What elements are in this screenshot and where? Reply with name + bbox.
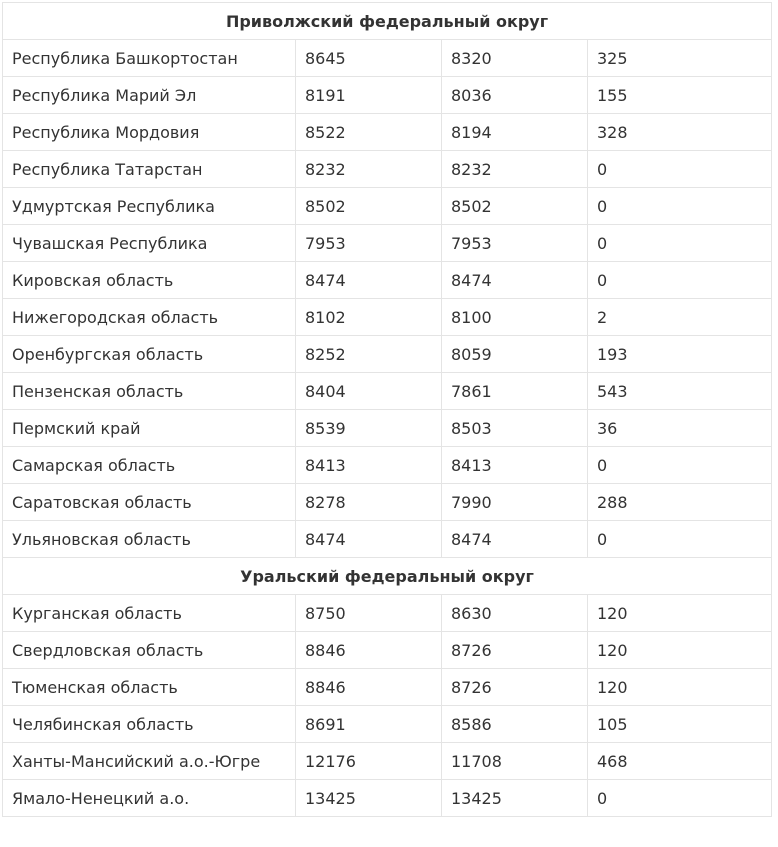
- table-row: [3, 225, 772, 262]
- table-row: [3, 743, 772, 780]
- table-row: [3, 262, 772, 299]
- difference-cell: 468: [588, 743, 772, 780]
- difference-cell: 36: [588, 410, 772, 447]
- value-cell-2: 7953: [442, 225, 588, 262]
- region-name-cell: Республика Башкортостан: [3, 40, 296, 77]
- region-name-cell: Свердловская область: [3, 632, 296, 669]
- difference-cell: 0: [588, 447, 772, 484]
- region-name-cell: Самарская область: [3, 447, 296, 484]
- region-name-cell: Челябинская область: [3, 706, 296, 743]
- table-row: [3, 40, 772, 77]
- table-row: [3, 373, 772, 410]
- difference-cell: 120: [588, 632, 772, 669]
- difference-cell: 288: [588, 484, 772, 521]
- value-cell-1: 8191: [296, 77, 442, 114]
- value-cell-2: 8100: [442, 299, 588, 336]
- value-cell-1: 8645: [296, 40, 442, 77]
- difference-cell: 0: [588, 262, 772, 299]
- value-cell-1: 8232: [296, 151, 442, 188]
- region-name-cell: Нижегородская область: [3, 299, 296, 336]
- value-cell-1: 8413: [296, 447, 442, 484]
- section-title: Приволжский федеральный округ: [3, 3, 772, 40]
- data-table-container: [2, 2, 773, 817]
- difference-cell: 0: [588, 521, 772, 558]
- value-cell-2: 8474: [442, 521, 588, 558]
- region-name-cell: Ханты-Мансийский а.о.-Югре: [3, 743, 296, 780]
- table-row: [3, 188, 772, 225]
- difference-cell: 325: [588, 40, 772, 77]
- value-cell-1: 8691: [296, 706, 442, 743]
- value-cell-2: 7990: [442, 484, 588, 521]
- difference-cell: 328: [588, 114, 772, 151]
- value-cell-1: 8846: [296, 632, 442, 669]
- table-row: [3, 632, 772, 669]
- difference-cell: 120: [588, 669, 772, 706]
- value-cell-2: 8503: [442, 410, 588, 447]
- table-row: [3, 669, 772, 706]
- regions-table: [2, 2, 772, 817]
- difference-cell: 0: [588, 780, 772, 817]
- table-body: [3, 3, 772, 817]
- value-cell-1: 8474: [296, 262, 442, 299]
- value-cell-1: 8846: [296, 669, 442, 706]
- value-cell-2: 8194: [442, 114, 588, 151]
- difference-cell: 543: [588, 373, 772, 410]
- value-cell-2: 8630: [442, 595, 588, 632]
- table-row: [3, 151, 772, 188]
- region-name-cell: Пензенская область: [3, 373, 296, 410]
- region-name-cell: Оренбургская область: [3, 336, 296, 373]
- region-name-cell: Саратовская область: [3, 484, 296, 521]
- region-name-cell: Ульяновская область: [3, 521, 296, 558]
- difference-cell: 2: [588, 299, 772, 336]
- table-row: [3, 447, 772, 484]
- region-name-cell: Пермский край: [3, 410, 296, 447]
- value-cell-1: 8102: [296, 299, 442, 336]
- value-cell-1: 8522: [296, 114, 442, 151]
- difference-cell: 0: [588, 225, 772, 262]
- difference-cell: 193: [588, 336, 772, 373]
- value-cell-1: 12176: [296, 743, 442, 780]
- value-cell-2: 8502: [442, 188, 588, 225]
- region-name-cell: Удмуртская Республика: [3, 188, 296, 225]
- section-header-row: [3, 558, 772, 595]
- value-cell-1: 8252: [296, 336, 442, 373]
- value-cell-1: 8502: [296, 188, 442, 225]
- difference-cell: 105: [588, 706, 772, 743]
- table-row: [3, 595, 772, 632]
- table-row: [3, 484, 772, 521]
- value-cell-1: 13425: [296, 780, 442, 817]
- value-cell-2: 8586: [442, 706, 588, 743]
- table-row: [3, 410, 772, 447]
- region-name-cell: Кировская область: [3, 262, 296, 299]
- table-row: [3, 521, 772, 558]
- region-name-cell: Республика Марий Эл: [3, 77, 296, 114]
- region-name-cell: Курганская область: [3, 595, 296, 632]
- value-cell-2: 7861: [442, 373, 588, 410]
- value-cell-2: 8726: [442, 632, 588, 669]
- difference-cell: 120: [588, 595, 772, 632]
- value-cell-2: 8474: [442, 262, 588, 299]
- value-cell-2: 8059: [442, 336, 588, 373]
- difference-cell: 0: [588, 151, 772, 188]
- region-name-cell: Республика Мордовия: [3, 114, 296, 151]
- value-cell-1: 7953: [296, 225, 442, 262]
- region-name-cell: Чувашская Республика: [3, 225, 296, 262]
- value-cell-1: 8750: [296, 595, 442, 632]
- value-cell-1: 8278: [296, 484, 442, 521]
- value-cell-2: 11708: [442, 743, 588, 780]
- section-title: Уральский федеральный округ: [3, 558, 772, 595]
- value-cell-1: 8404: [296, 373, 442, 410]
- table-row: [3, 77, 772, 114]
- region-name-cell: Тюменская область: [3, 669, 296, 706]
- value-cell-2: 8320: [442, 40, 588, 77]
- value-cell-2: 13425: [442, 780, 588, 817]
- region-name-cell: Республика Татарстан: [3, 151, 296, 188]
- difference-cell: 0: [588, 188, 772, 225]
- table-row: [3, 114, 772, 151]
- region-name-cell: Ямало-Ненецкий а.о.: [3, 780, 296, 817]
- value-cell-2: 8726: [442, 669, 588, 706]
- difference-cell: 155: [588, 77, 772, 114]
- table-row: [3, 780, 772, 817]
- value-cell-2: 8232: [442, 151, 588, 188]
- value-cell-1: 8539: [296, 410, 442, 447]
- value-cell-1: 8474: [296, 521, 442, 558]
- table-row: [3, 706, 772, 743]
- table-row: [3, 299, 772, 336]
- section-header-row: [3, 3, 772, 40]
- value-cell-2: 8036: [442, 77, 588, 114]
- table-row: [3, 336, 772, 373]
- value-cell-2: 8413: [442, 447, 588, 484]
